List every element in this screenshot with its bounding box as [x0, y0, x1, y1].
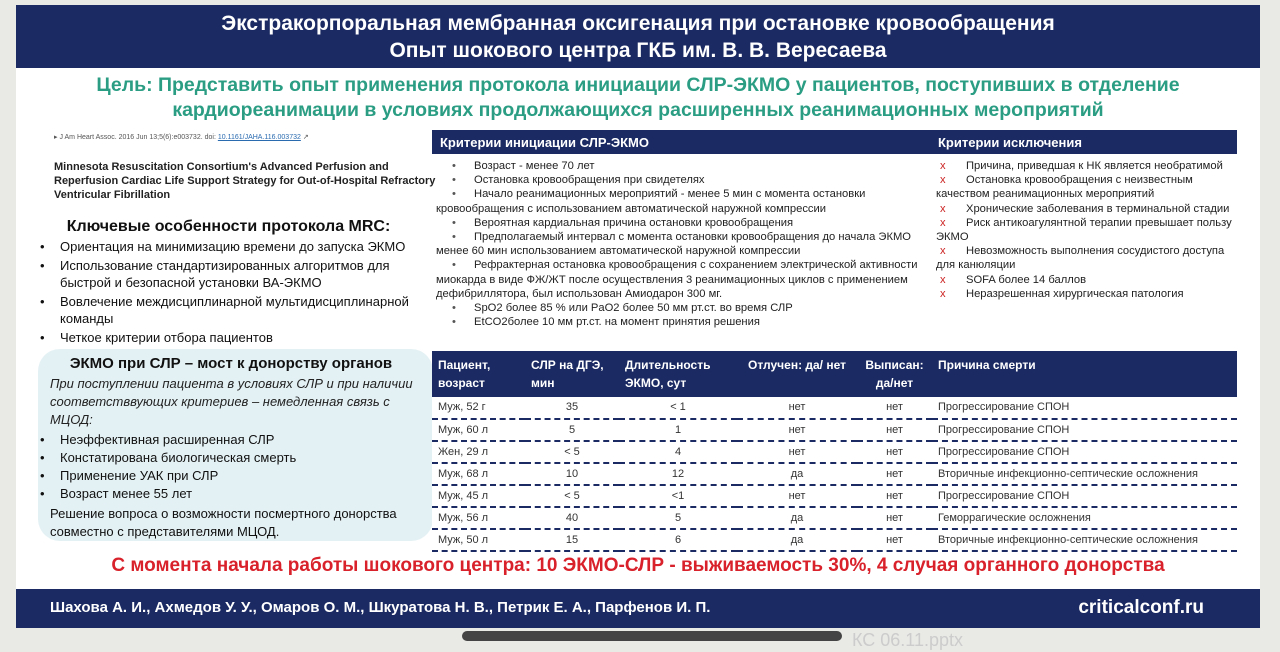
exclusion-item — [936, 202, 1241, 216]
exclusion-text: Остановка кровообращения с неизвестным качеством реанимационных мероприятий — [936, 174, 1193, 201]
table-cell: нет — [857, 419, 932, 441]
table-cell: 15 — [525, 529, 619, 551]
exclusion-text: Причина, приведшая к НК является необратимой — [966, 160, 1223, 172]
exclusion-list — [936, 159, 1241, 301]
x-mark-icon: x — [940, 216, 946, 229]
donor-list — [16, 431, 426, 503]
table-cell: < 1 — [619, 397, 737, 419]
table-cell: Прогрессирование СПОН — [932, 397, 1237, 419]
goal-text — [16, 73, 1260, 123]
table-cell: Прогрессирование СПОН — [932, 441, 1237, 463]
x-mark-icon: x — [940, 202, 946, 215]
criteria-text: Предполагаемый интервал с момента остановки кровообращения до начала ЭКМО менее 60 мин использованием автоматической наружной компрессии — [436, 231, 911, 258]
table-cell: < 5 — [525, 485, 619, 507]
goal-line1: Цель: Представить опыт применения протокола инициации СЛР-ЭКМО у пациентов, поступивших в отделение — [96, 74, 1180, 96]
x-mark-icon: x — [940, 245, 946, 258]
table-cell: нет — [737, 419, 857, 441]
exclusion-text: Хронические заболевания в терминальной стадии — [966, 202, 1230, 215]
exclusion-item — [936, 273, 1241, 287]
exclusion-text: Неразрешенная хирургическая патология — [966, 287, 1184, 300]
table-cell: 4 — [619, 441, 737, 463]
exclusion-item — [936, 159, 1241, 173]
table-cell: нет — [857, 485, 932, 507]
table-cell: Муж, 60 л — [432, 419, 525, 441]
table-cell: 12 — [619, 463, 737, 485]
column-header: Отлучен: да/ нет — [737, 351, 857, 397]
table-row — [432, 441, 1237, 463]
filename: КС 06.11.pptx — [852, 630, 964, 650]
table-cell: 35 — [525, 397, 619, 419]
table-cell: Прогрессирование СПОН — [932, 419, 1237, 441]
site-url: criticalconf.ru — [1078, 597, 1204, 618]
table-cell: Муж, 45 л — [432, 485, 525, 507]
x-mark-icon: x — [940, 287, 946, 300]
slide-title — [16, 5, 1260, 68]
table-cell: нет — [857, 463, 932, 485]
table-cell: <1 — [619, 485, 737, 507]
table-cell: < 5 — [525, 441, 619, 463]
table-cell: нет — [737, 485, 857, 507]
table-cell: 5 — [619, 507, 737, 529]
criteria-text: Начало реанимационных мероприятий - менее 5 мин с момента остановки кровообращения с использованием автоматической наружной компрессии — [436, 188, 866, 215]
bullet-icon: • — [452, 231, 456, 244]
criteria-text: Рефрактерная остановка кровообращения с сохранением электрической активности миокарда в виде ФЖ/ЖТ после осуществления 3 реанимационных циклов с применением дефибриллятора, был использован Амиодарон 300 мг. — [436, 259, 918, 300]
bullet-icon: • — [452, 174, 456, 187]
footer-bar — [16, 589, 1260, 628]
table-cell: Муж, 56 л — [432, 507, 525, 529]
criteria-item — [436, 187, 936, 215]
patients-table — [432, 351, 1237, 552]
external-link-icon: ↗ — [302, 134, 309, 141]
criteria-item — [436, 315, 936, 329]
bullet-icon: • — [452, 302, 456, 315]
exclusion-text: SOFA более 14 баллов — [966, 273, 1087, 286]
exclusion-item — [936, 216, 1241, 244]
criteria-item — [436, 159, 936, 173]
criteria-text: SpO2 более 85 % или PaO2 более 50 мм рт.ст. во время СЛР — [474, 302, 793, 315]
table-cell: Вторичные инфекционно-септические осложнения — [932, 463, 1237, 485]
title-line1: Экстракорпоральная мембранная оксигенация при остановке кровообращения — [221, 12, 1055, 35]
column-header: Длительность ЭКМО, сут — [619, 351, 737, 397]
bullet-icon: • — [452, 316, 456, 329]
table-row — [432, 529, 1237, 551]
table-cell: 40 — [525, 507, 619, 529]
table-cell: Муж, 50 л — [432, 529, 525, 551]
table-row — [432, 397, 1237, 419]
criteria-item — [436, 301, 936, 315]
x-mark-icon: x — [940, 273, 946, 286]
table-cell: Муж, 68 л — [432, 463, 525, 485]
table-cell: 5 — [525, 419, 619, 441]
slide — [16, 5, 1260, 628]
exclusion-item — [936, 173, 1241, 201]
table-cell: Геморрагические осложнения — [932, 507, 1237, 529]
list-item: • Применение УАК при СЛР — [16, 467, 426, 485]
exclusion-item — [936, 244, 1241, 272]
authors: Шахова А. И., Ахмедов У. У., Омаров О. М., Шкуратова Н. В., Петрик Е. А., Парфенов И. П. — [50, 599, 711, 616]
table-cell: Жен, 29 л — [432, 441, 525, 463]
horizontal-scrollbar[interactable] — [462, 631, 842, 641]
title-line2: Опыт шокового центра ГКБ им. В. В. Вересаева — [389, 39, 887, 62]
table-row — [432, 419, 1237, 441]
bullet-icon: • — [452, 259, 456, 272]
list-item: • Возраст менее 55 лет — [16, 485, 426, 503]
list-item: • Ориентация на минимизацию времени до запуска ЭКМО — [16, 238, 441, 255]
table-cell: нет — [857, 441, 932, 463]
criteria-text: Остановка кровообращения при свидетелях — [474, 174, 705, 187]
table-cell: да — [737, 507, 857, 529]
list-item: • Четкое критерии отбора пациентов — [16, 329, 441, 346]
donor-intro: При поступлении пациента в условиях СЛР и при наличии соответстввующих критериев – немедленная связь с МЦОД: — [50, 376, 413, 427]
bullet-icon: • — [452, 160, 456, 172]
donor-heading: ЭКМО при СЛР – мост к донорству органов — [69, 355, 393, 372]
table-cell: 6 — [619, 529, 737, 551]
table-cell: нет — [857, 529, 932, 551]
criteria-text: Возраст - менее 70 лет — [474, 160, 595, 172]
bullet-icon: • — [452, 188, 456, 201]
result-text: С момента начала работы шокового центра: 10 ЭКМО-СЛР - выживаемость 30%, 4 случая органного донорства — [111, 555, 1165, 576]
table-row — [432, 485, 1237, 507]
table-cell: нет — [737, 441, 857, 463]
exclusion-text: Риск антикоагулянтной терапии превышает пользу ЭКМО — [936, 216, 1232, 244]
criteria-item — [436, 173, 936, 187]
table-row — [432, 507, 1237, 529]
table-cell: нет — [857, 397, 932, 419]
table-cell: Вторичные инфекционно-септические осложнения — [932, 529, 1237, 551]
doi-link[interactable]: 10.1161/JAHA.116.003732 — [217, 134, 301, 141]
table-cell: 10 — [525, 463, 619, 485]
table-cell: Прогрессирование СПОН — [932, 485, 1237, 507]
criteria-heading: Критерии инициации СЛР-ЭКМО — [432, 130, 930, 154]
mrc-list — [16, 238, 441, 348]
list-item: • Неэффективная расширенная СЛР — [16, 431, 426, 449]
table-cell: да — [737, 529, 857, 551]
criteria-text: Вероятная кардиальная причина остановки кровообращения — [474, 216, 794, 229]
criteria-item — [436, 230, 936, 258]
mrc-heading: Ключевые особенности протокола MRC: — [66, 218, 391, 235]
list-item: • Констатирована биологическая смерть — [16, 449, 426, 467]
criteria-list — [436, 159, 936, 329]
exclusion-text: Невозможность выполнения сосудистого доступа для канюляции — [936, 245, 1225, 272]
column-header: Причина смерти — [932, 351, 1237, 397]
criteria-text: EtCO2более 10 мм рт.ст. на момент принятия решения — [474, 316, 760, 329]
citation — [54, 133, 309, 141]
table-row — [432, 463, 1237, 485]
column-header: СЛР на ДГЭ, мин — [525, 351, 619, 397]
bullet-icon: • — [452, 216, 456, 229]
x-mark-icon: x — [940, 174, 946, 187]
paper-title: Minnesota Resuscitation Consortium's Advanced Perfusion and Reperfusion Cardiac Life Support Strategy for Out-of-Hospital Refractory Ventricular Fibrillation — [54, 161, 436, 201]
column-header: Пациент, возраст — [432, 351, 525, 397]
table-cell: нет — [857, 507, 932, 529]
list-item: • Вовлечение междисциплинарной мультидисциплинарной команды — [16, 293, 441, 327]
donor-footer: Решение вопроса о возможности посмертного донорства совместно с представителями МЦОД. — [50, 506, 397, 539]
exclusion-item — [936, 287, 1241, 301]
column-header: Выписан: да/нет — [857, 351, 932, 397]
criteria-item — [436, 216, 936, 230]
table-cell: да — [737, 463, 857, 485]
criteria-item — [436, 258, 936, 301]
x-mark-icon: x — [940, 160, 946, 172]
table-cell: нет — [737, 397, 857, 419]
table-cell: Муж, 52 г — [432, 397, 525, 419]
citation-journal: ▸ J Am Heart Assoc. 2016 Jun 13;5(6):e003732. doi: — [54, 134, 218, 141]
goal-line2: кардиореанимации в условиях продолжающихся расширенных реанимационных мероприятий — [172, 99, 1104, 121]
exclusion-heading: Критерии исключения — [930, 130, 1237, 154]
list-item: • Использование стандартизированных алгоритмов для быстрой и безопасной установки ВА-ЭКМО — [16, 257, 441, 291]
table-cell: 1 — [619, 419, 737, 441]
